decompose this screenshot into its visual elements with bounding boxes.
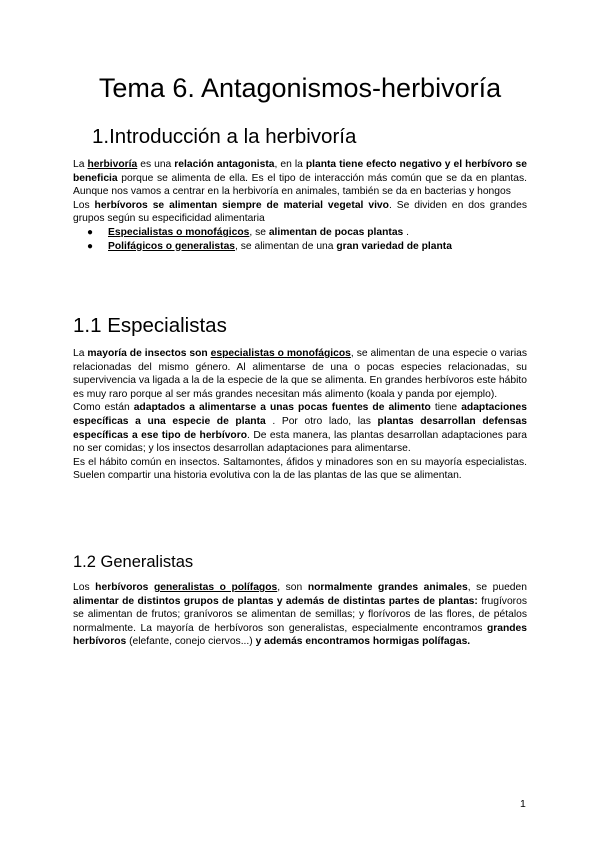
section-heading-especialistas: 1.1 Especialistas [73,314,227,337]
section-introduccion-body [73,158,527,253]
page-title: Tema 6. Antagonismos-herbivoría [98,73,502,103]
bullet-icon: ● [87,226,94,238]
list-item: ● Especialistas o monofágicos, se alimentan de pocas plantas . [87,226,410,238]
section-especialistas-body [73,347,527,483]
paragraph: Es el hábito común en insectos. Saltamontes, áfidos y minadores son en su mayoría especialistas. Suelen compartir una historia evolutiva con la de las plantas de las que se alimentan. [73,456,527,482]
paragraph: Como están adaptados a alimentarse a unas pocas fuentes de alimento tiene adaptaciones específicas a una especie de planta . Por otro lado, las plantas desarrollan defensas específicas a ese tipo de herbívoro. De esta manera, las plantas desarrollan adaptaciones para no ser comidas; y los insectos desarrollan adaptaciones para alimentarse. [73,402,527,455]
paragraph: La herbivoría es una relación antagonista, en la planta tiene efecto negativo y el herbívoro se beneficia porque se alimenta de ella. Es el tipo de interacción más común que se da en plantas. Aunque nos vamos a centrar en la herbivoría en animales, también se da en bacterias y hongos [73,159,527,198]
section-heading-generalistas: 1.2 Generalistas [73,553,194,571]
page-number: 1 [520,798,526,810]
paragraph: Los herbívoros se alimentan siempre de material vegetal vivo. Se dividen en dos grandes grupos según su especificidad alimentaria [73,199,527,225]
list-item: ● Polifágicos o generalistas, se alimentan de una gran variedad de planta [87,240,452,252]
bullet-list [73,226,527,253]
paragraph: Los herbívoros generalistas o polífagos, son normalmente grandes animales, se pueden alimentar de distintos grupos de plantas y además de distintas partes de plantas: frugívoros se alimentan de frutos; granívoros se alimentan de semillas; y florívoros de las flores, de pétalos normalmente. La mayoría de herbívoros son generalistas, especialmente encontramos grandes herbívoros (elefante, conejo ciervos...) y además encontramos hormigas polífagas. [73,582,527,648]
section-generalistas-body [73,581,527,649]
paragraph: La mayoría de insectos son especialistas o monofágicos, se alimentan de una especie o varias relacionadas del mismo género. Al alimentarse de una o pocas especies relacionadas, su supervivencia va ligada a la de la especie de la que se alimenta. En grandes herbívoros este hábito es muy raro porque al ser más grandes necesitan más alimento (koala y panda por ejemplo). [73,348,527,400]
section-heading-introduccion: 1.Introducción a la herbivoría [92,125,357,148]
bullet-icon: ● [87,240,94,252]
